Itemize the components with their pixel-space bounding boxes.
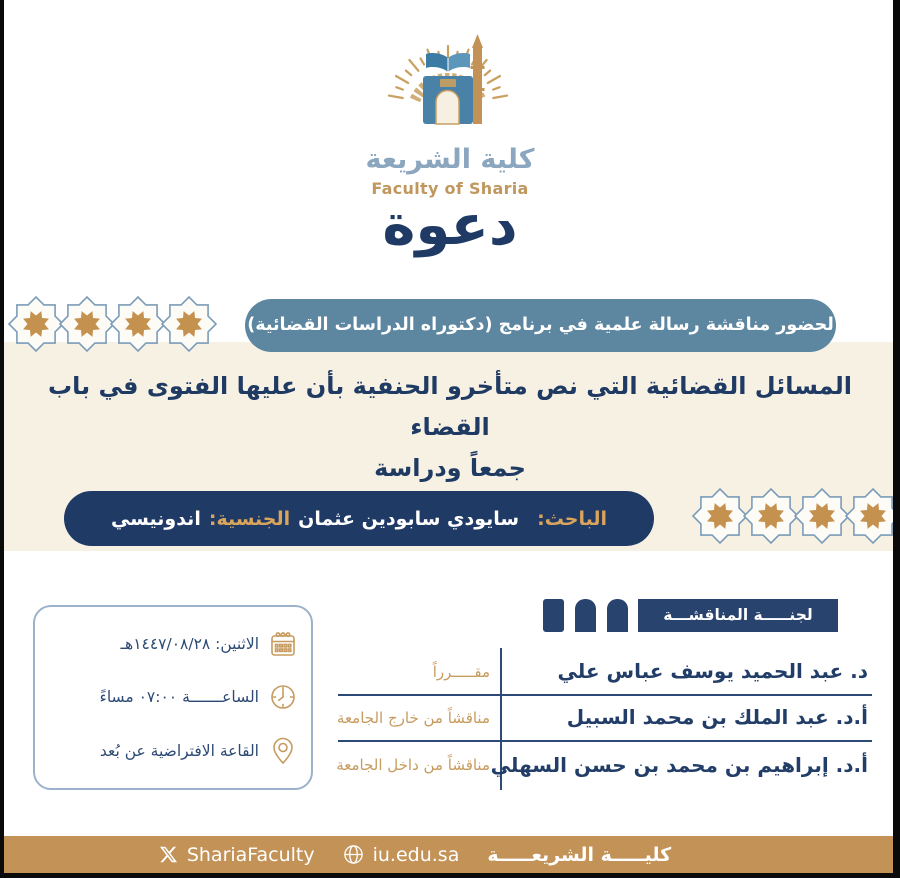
calendar-icon — [269, 630, 297, 658]
committee-member-name: د. عبد الحميد يوسف عباس علي — [557, 659, 868, 683]
ornament-stars-left — [8, 296, 217, 352]
globe-icon[interactable] — [343, 844, 364, 865]
event-time-row — [49, 683, 297, 711]
committee-header: لجنـــــة المناقشـــة — [638, 599, 838, 632]
eight-point-star-icon — [845, 488, 900, 544]
eight-point-star-icon — [794, 488, 850, 544]
committee-member-role: مناقشاً من داخل الجامعة — [336, 756, 490, 774]
website-link[interactable]: iu.edu.sa — [372, 843, 460, 866]
nationality-label: الجنسية: — [208, 507, 291, 530]
thesis-title — [30, 366, 870, 489]
nationality-value: اندونيسي — [110, 507, 201, 530]
footer-twitter[interactable] — [159, 844, 315, 866]
committee-row-divider — [338, 740, 872, 742]
eight-point-star-icon — [8, 296, 64, 352]
thesis-title-line1: المسائل القضائية التي نص متأخرو الحنفية بأن عليها الفتوى في باب القضاء — [48, 372, 852, 441]
committee-member-role: مناقشاً من خارج الجامعة — [336, 709, 490, 727]
invitation-banner: لحضور مناقشة رسالة علمية في برنامج (دكتوراه الدراسات القضائية) — [245, 299, 836, 352]
faculty-name-english: Faculty of Sharia — [371, 179, 529, 198]
committee-row-divider — [338, 694, 872, 696]
x-twitter-icon[interactable] — [159, 845, 178, 864]
event-details-box — [33, 605, 313, 790]
researcher-banner — [64, 491, 654, 546]
location-pin-icon — [269, 736, 297, 766]
eight-point-star-icon — [110, 296, 166, 352]
footer-faculty-name: كليـــــة الشريعـــــة — [487, 843, 672, 866]
researcher-label: الباحث: — [537, 507, 608, 530]
researcher-name: سايودي سابودين عثمان — [298, 507, 520, 530]
twitter-handle[interactable]: ShariaFaculty — [186, 843, 315, 866]
thesis-title-line2: جمعاً ودراسة — [374, 454, 526, 482]
university-emblem-icon — [385, 14, 515, 152]
committee-member-role: مقـــــرراً — [432, 663, 490, 681]
eight-point-star-icon — [692, 488, 748, 544]
committee-ornament-bar — [543, 599, 564, 632]
clock-icon — [269, 683, 297, 711]
faculty-name-arabic: كلية الشريعة — [365, 144, 535, 175]
eight-point-star-icon — [743, 488, 799, 544]
screen-edge-left — [0, 0, 4, 878]
event-location-row — [49, 736, 297, 766]
footer-website[interactable] — [343, 844, 460, 866]
screen-edge-right — [893, 0, 900, 878]
committee-member-name: أ.د. عبد الملك بن محمد السبيل — [566, 705, 868, 729]
footer-bar — [0, 836, 900, 873]
event-location: القاعة الافتراضية عن بُعد — [99, 741, 259, 760]
eight-point-star-icon — [59, 296, 115, 352]
committee-ornament-bar — [607, 599, 628, 632]
committee-member-name: أ.د. إبراهيم بن محمد بن حسن السهلي — [490, 753, 868, 777]
committee-ornament-bar — [575, 599, 596, 632]
event-date-row — [49, 630, 297, 658]
eight-point-star-icon — [161, 296, 217, 352]
event-time: الساعـــــــة ٠٧:٠٠ مساءً — [99, 687, 259, 706]
screen-edge-bottom — [0, 873, 900, 878]
invitation-word: دعوة — [382, 193, 518, 258]
event-date: الاثنين: ١٤٤٧/٠٨/٢٨هـ — [120, 634, 259, 653]
ornament-stars-right — [692, 488, 900, 544]
